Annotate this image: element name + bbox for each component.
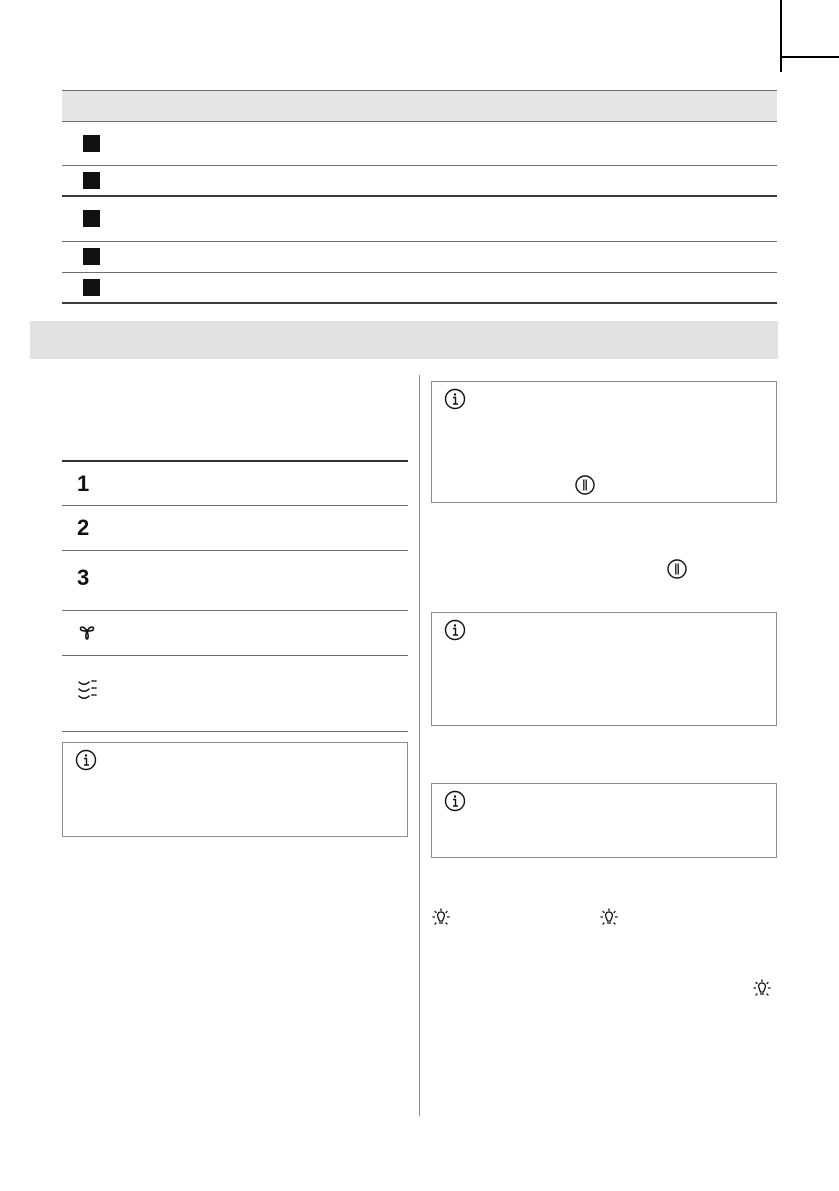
top-table-row <box>62 121 777 166</box>
top-table-row <box>62 198 777 242</box>
crop-mark-horizontal <box>780 56 839 58</box>
light-bulb-icon <box>430 908 452 930</box>
power-icon <box>666 558 688 580</box>
square-marker-icon <box>83 279 100 296</box>
note-box <box>431 381 777 503</box>
fan-icon <box>77 621 97 641</box>
speed-1-symbol: 1 <box>77 471 90 496</box>
light-bulb-icon <box>598 908 620 930</box>
light-bulb-icon <box>751 979 773 1001</box>
square-marker-icon <box>83 210 100 227</box>
power-icon <box>574 474 596 496</box>
note-box <box>62 742 408 837</box>
crop-mark-vertical <box>780 0 782 72</box>
top-table-row <box>62 273 777 304</box>
control-row <box>62 506 408 551</box>
control-row <box>62 611 408 656</box>
info-icon <box>75 749 97 771</box>
note-box <box>431 783 777 858</box>
square-marker-icon <box>83 172 100 189</box>
section-header <box>30 321 778 359</box>
info-icon <box>444 619 466 641</box>
control-row <box>62 656 408 732</box>
info-icon <box>444 388 466 410</box>
control-row <box>62 551 408 611</box>
square-marker-icon <box>83 135 100 152</box>
breeze-icon <box>77 678 99 702</box>
top-table-row <box>62 242 777 273</box>
top-table-row <box>62 166 777 197</box>
note-box <box>431 612 777 726</box>
speed-2-symbol: 2 <box>77 515 90 540</box>
info-icon <box>444 790 466 812</box>
square-marker-icon <box>83 248 100 265</box>
control-row <box>62 460 408 506</box>
top-table-header <box>62 90 777 122</box>
speed-3-symbol: 3 <box>77 565 90 590</box>
column-divider <box>419 375 420 1116</box>
